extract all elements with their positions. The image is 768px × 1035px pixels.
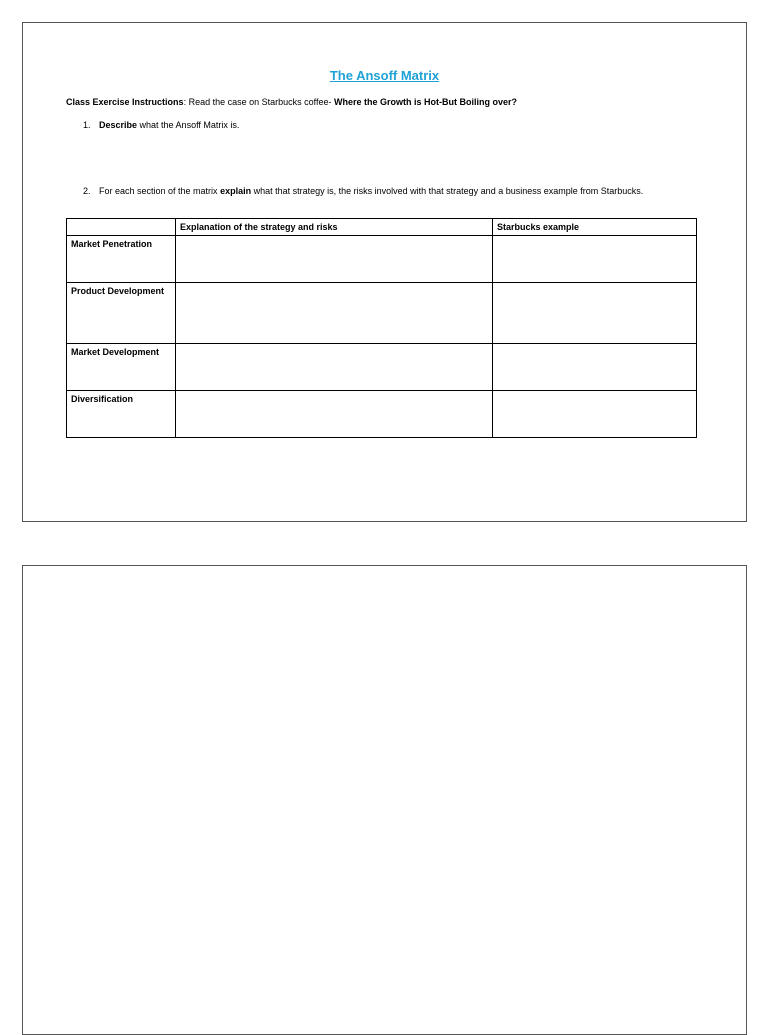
table-header-row <box>67 219 697 236</box>
document-page-2 <box>22 565 747 1035</box>
table-row <box>67 391 697 438</box>
answer-cell[interactable] <box>493 236 697 283</box>
question-1-text: what the Ansoff Matrix is. <box>137 120 240 130</box>
answer-cell[interactable] <box>493 283 697 344</box>
row-label-product-development: Product Development <box>67 283 176 344</box>
table-row <box>67 236 697 283</box>
question-2-text: what that strategy is, the risks involved with that strategy and a business example from Starbucks. <box>251 186 644 196</box>
question-2-prefix: For each section of the matrix <box>99 186 221 196</box>
question-2 <box>83 184 703 198</box>
case-title: Where the Growth is Hot-But Boiling over? <box>333 97 517 107</box>
instructions-text: : Read the case on Starbucks coffee- <box>183 97 334 107</box>
answer-cell[interactable] <box>176 391 493 438</box>
page-title: The Ansoff Matrix <box>329 68 440 83</box>
question-2-number: 2. <box>83 186 91 196</box>
table-row <box>67 283 697 344</box>
table-header-cell: Explanation of the strategy and risks <box>176 219 493 236</box>
table-row <box>67 344 697 391</box>
instructions-label: Class Exercise Instructions <box>66 97 184 107</box>
answer-cell[interactable] <box>493 344 697 391</box>
question-2-keyword: explain <box>220 186 252 196</box>
question-2-body <box>99 184 643 198</box>
question-1 <box>83 120 239 130</box>
row-label-diversification: Diversification <box>67 391 176 438</box>
question-1-number: 1. <box>83 120 91 130</box>
ansoff-matrix-table <box>66 218 697 438</box>
table-header-cell: Starbucks example <box>493 219 697 236</box>
table-header-cell <box>67 219 176 236</box>
instructions-line <box>66 97 517 107</box>
row-label-market-development: Market Development <box>67 344 176 391</box>
answer-cell[interactable] <box>176 236 493 283</box>
answer-cell[interactable] <box>176 283 493 344</box>
question-1-keyword: Describe <box>99 120 138 130</box>
answer-cell[interactable] <box>493 391 697 438</box>
row-label-market-penetration: Market Penetration <box>67 236 176 283</box>
answer-cell[interactable] <box>176 344 493 391</box>
document-page-1 <box>22 22 747 522</box>
